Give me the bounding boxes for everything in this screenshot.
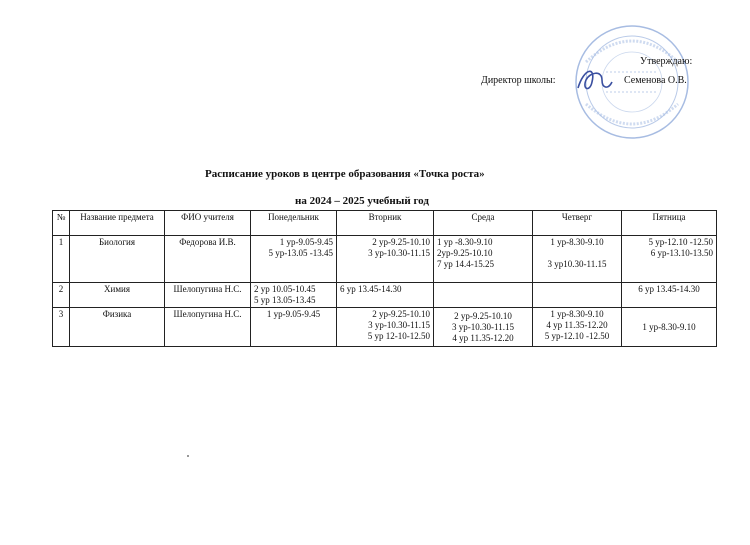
header-thursday: Четверг [533,211,622,236]
lesson-time: 7 ур 14.4-15.25 [437,259,494,269]
tuesday-cell [337,236,434,283]
wednesday-cell [434,283,533,308]
lesson-time: 3 ур10.30-11.15 [547,259,607,269]
friday-cell [622,283,717,308]
wednesday-cell [434,236,533,283]
thursday-cell [533,236,622,283]
director-label: Директор школы: [481,75,556,86]
friday-cell [622,308,717,347]
monday-cell [251,308,337,347]
wednesday-cell [434,308,533,347]
lesson-time: 5 ур-12.10 -12.50 [544,331,610,341]
lesson-time: 1 ур-9.05-9.45 [266,309,321,319]
subject-cell: Физика [70,308,165,347]
lesson-time: 5 ур 12-10-12.50 [367,331,430,341]
teacher-cell: Шелопугина Н.С. [165,308,251,347]
table-row [53,236,717,283]
thursday-cell [533,283,622,308]
lesson-time: 6 ур-13.10-13.50 [650,248,713,258]
tuesday-cell [337,308,434,347]
lesson-time: 6 ур 13.45-14.30 [340,284,402,294]
lesson-time: 2 ур-9.25-10.10 [372,237,430,247]
table-row [53,308,717,347]
lesson-time: 1 ур-8.30-9.10 [550,309,604,319]
lesson-time: 5 ур-13.05 -13.45 [268,248,333,258]
table-row [53,283,717,308]
header-number: № [53,211,70,236]
thursday-cell [533,308,622,347]
director-signature [572,62,616,98]
lesson-time: 6 ур 13.45-14.30 [638,284,700,294]
lesson-time: 2 ур-9.25-10.10 [454,310,512,321]
lesson-time: 4 ур 11.35-12.20 [546,320,608,330]
subject-cell: Химия [70,283,165,308]
document-title: Расписание уроков в центре образования «Точка роста» [205,168,485,180]
row-number: 1 [53,236,70,283]
lesson-time: 4 ур 11.35-12.20 [452,332,514,343]
scan-speck [187,455,189,457]
monday-cell [251,236,337,283]
teacher-cell: Федорова И.В. [165,236,251,283]
lesson-time: 1 ур-8.30-9.10 [642,321,696,332]
header-teacher: ФИО учителя [165,211,251,236]
monday-cell [251,283,337,308]
director-name: Семенова О.В. [624,75,687,86]
header-friday: Пятница [622,211,717,236]
row-number: 3 [53,308,70,347]
lesson-time: 5 ур-12.10 -12.50 [648,237,713,247]
lesson-time: 3 ур-10.30-11.15 [368,248,430,258]
row-number: 2 [53,283,70,308]
schedule-table [52,210,717,347]
header-subject: Название предмета [70,211,165,236]
header-monday: Понедельник [251,211,337,236]
approval-heading: Утверждаю: [640,56,693,67]
lesson-time: 1 ур -8.30-9.10 [437,237,493,247]
lesson-time: 1 ур-9.05-9.45 [279,237,333,247]
lesson-time: 2ур-9.25-10.10 [437,248,493,258]
lesson-time: 3 ур-10.30-11.15 [368,320,430,330]
header-tuesday: Вторник [337,211,434,236]
lesson-time: 3 ур-10.30-11.15 [452,321,514,332]
header-wednesday: Среда [434,211,533,236]
subject-cell: Биология [70,236,165,283]
table-header-row [53,211,717,236]
teacher-cell: Шелопугина Н.С. [165,283,251,308]
friday-cell [622,236,717,283]
lesson-time: 2 ур-9.25-10.10 [372,309,430,319]
tuesday-cell [337,283,434,308]
lesson-time: 2 ур 10.05-10.45 [254,284,316,294]
lesson-time: 1 ур-8.30-9.10 [550,237,604,247]
academic-year: на 2024 – 2025 учебный год [295,195,429,207]
lesson-time: 5 ур 13.05-13.45 [254,295,316,305]
